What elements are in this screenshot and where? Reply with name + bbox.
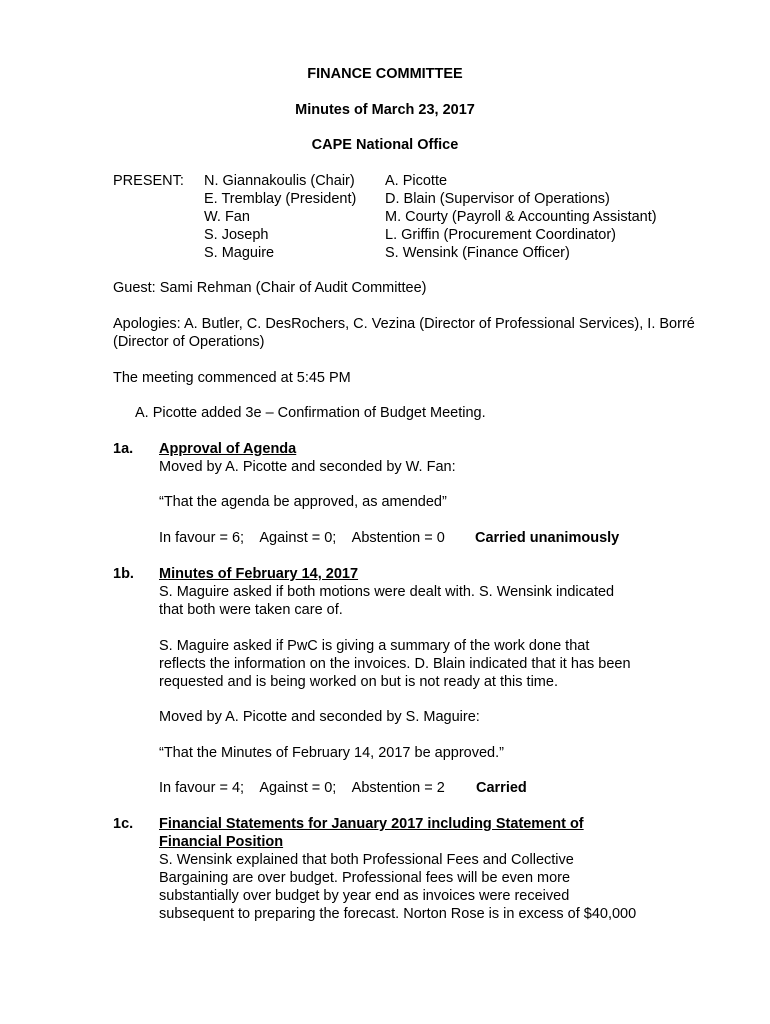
paragraph-line: S. Wensink explained that both Professional Fees and Collective bbox=[159, 852, 574, 868]
meeting-location: CAPE National Office bbox=[311, 137, 459, 153]
paragraph-line: Bargaining are over budget. Professional fees will be even more bbox=[159, 870, 571, 886]
vote-tally: In favour = 4; Against = 0; Abstention = 2 bbox=[159, 780, 445, 796]
paragraph-line: reflects the information on the invoices. D. Blain indicated that it has been bbox=[159, 656, 631, 672]
guest-line: Guest: Sami Rehman (Chair of Audit Committee) bbox=[113, 280, 427, 296]
document-subtitle: Minutes of March 23, 2017 bbox=[295, 102, 475, 118]
item-heading-continued: Financial Position bbox=[159, 834, 284, 850]
attendee: D. Blain (Supervisor of Operations) bbox=[385, 191, 610, 207]
item-heading: Minutes of February 14, 2017 bbox=[159, 566, 359, 582]
attendee: S. Joseph bbox=[204, 227, 269, 243]
moved-line: Moved by A. Picotte and seconded by W. Fan: bbox=[159, 459, 456, 475]
paragraph-line: requested and is being worked on but is not ready at this time. bbox=[159, 674, 558, 690]
vote-tally: In favour = 6; Against = 0; Abstention = 0 bbox=[159, 530, 445, 546]
paragraph-line: substantially over budget by year end as invoices were received bbox=[159, 888, 570, 904]
item-heading: Approval of Agenda bbox=[159, 441, 297, 457]
paragraph bbox=[159, 851, 679, 923]
paragraph-line: S. Maguire asked if both motions were dealt with. S. Wensink indicated bbox=[159, 584, 615, 600]
present-list-right bbox=[385, 172, 657, 262]
apologies-line-2: (Director of Operations) bbox=[113, 334, 265, 350]
attendee: W. Fan bbox=[204, 209, 250, 225]
attendee: S. Maguire bbox=[204, 245, 275, 261]
meeting-commenced: The meeting commenced at 5:45 PM bbox=[113, 370, 351, 386]
attendee: N. Giannakoulis (Chair) bbox=[204, 173, 355, 189]
vote-result: Carried unanimously bbox=[475, 530, 620, 546]
item-number: 1c. bbox=[113, 816, 134, 832]
attendee: M. Courty (Payroll & Accounting Assistant) bbox=[385, 209, 657, 225]
attendee: L. Griffin (Procurement Coordinator) bbox=[385, 227, 617, 243]
paragraph-line: that both were taken care of. bbox=[159, 602, 343, 618]
vote-result: Carried bbox=[476, 780, 527, 796]
paragraph-line: subsequent to preparing the forecast. Norton Rose is in excess of $40,000 bbox=[159, 906, 637, 922]
motion-text: “That the Minutes of February 14, 2017 be approved.” bbox=[159, 745, 504, 761]
paragraph bbox=[159, 583, 679, 619]
attendee: S. Wensink (Finance Officer) bbox=[385, 245, 570, 261]
item-number: 1a. bbox=[113, 441, 134, 457]
present-list-left bbox=[204, 172, 356, 262]
present-label: PRESENT: bbox=[113, 173, 184, 189]
paragraph bbox=[159, 637, 679, 691]
moved-line: Moved by A. Picotte and seconded by S. Maguire: bbox=[159, 709, 480, 725]
item-heading: Financial Statements for January 2017 including Statement of bbox=[159, 816, 584, 832]
apologies-line-1: Apologies: A. Butler, C. DesRochers, C. Vezina (Director of Professional Services), I. Borré bbox=[113, 316, 695, 332]
motion-text: “That the agenda be approved, as amended” bbox=[159, 494, 447, 510]
document-title: FINANCE COMMITTEE bbox=[307, 66, 463, 82]
item-number: 1b. bbox=[113, 566, 134, 582]
agenda-addition: A. Picotte added 3e – Confirmation of Budget Meeting. bbox=[135, 405, 486, 421]
attendee: A. Picotte bbox=[385, 173, 448, 189]
paragraph-line: S. Maguire asked if PwC is giving a summary of the work done that bbox=[159, 638, 590, 654]
attendee: E. Tremblay (President) bbox=[204, 191, 357, 207]
